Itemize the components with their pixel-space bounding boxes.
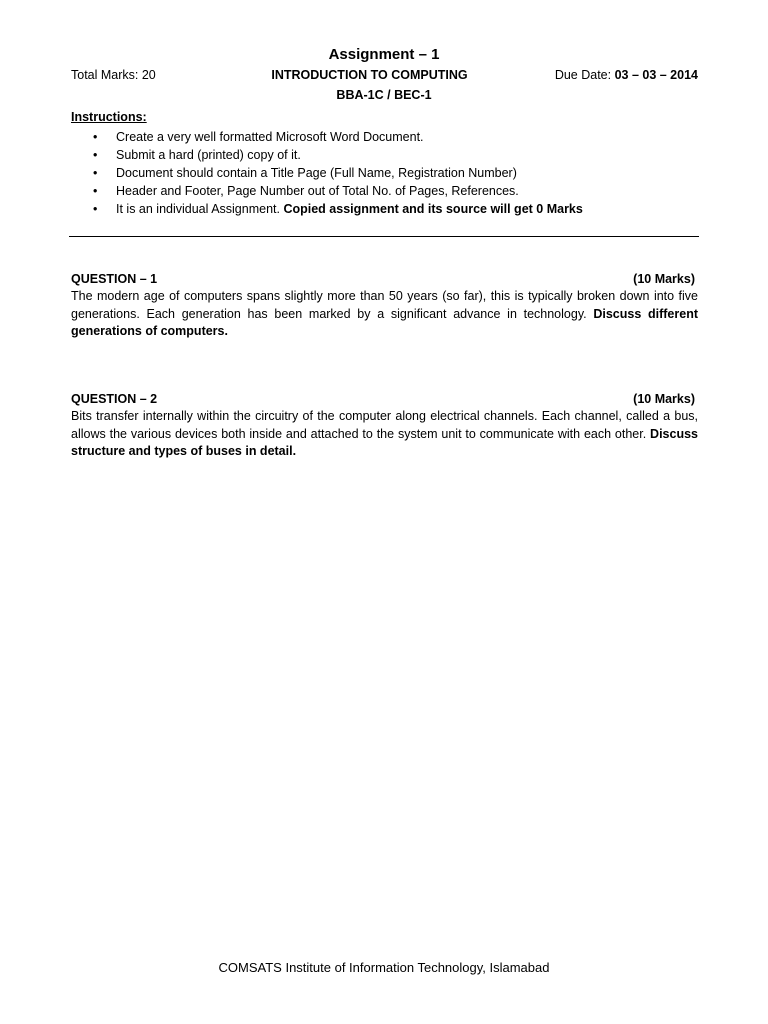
question-task: Discuss different generations of computers. bbox=[71, 306, 699, 338]
instructions-heading: Instructions: bbox=[71, 110, 147, 124]
question-text: The modern age of computers spans slightly more than 50 years (so far), this is typically broken down into five generations. Each generation has been marked by a significant advance in technology. Discuss different generations of computers. bbox=[71, 289, 699, 338]
class-code: BBA-1C / BEC-1 bbox=[336, 88, 432, 102]
instruction-item: • Header and Footer, Page Number out of Total No. of Pages, References. bbox=[93, 184, 519, 198]
due-date-value: 03 – 03 – 2014 bbox=[614, 68, 698, 82]
question-marks: (10 Marks) bbox=[633, 272, 695, 286]
total-marks: Total Marks: 20 bbox=[71, 68, 156, 82]
question-header bbox=[71, 390, 698, 408]
bullet-icon: • bbox=[93, 148, 98, 162]
section-divider bbox=[69, 236, 699, 237]
question-label: QUESTION – 1 bbox=[71, 272, 158, 286]
due-date bbox=[555, 68, 698, 82]
header-row bbox=[71, 68, 698, 86]
question-2 bbox=[71, 390, 698, 461]
bullet-icon: • bbox=[93, 202, 98, 216]
question-header bbox=[71, 270, 698, 288]
question-marks: (10 Marks) bbox=[633, 392, 695, 406]
instruction-warning: Copied assignment and its source will get 0 Marks bbox=[283, 202, 583, 216]
question-task: Discuss structure and types of buses in detail. bbox=[71, 426, 698, 458]
question-label: QUESTION – 2 bbox=[71, 392, 158, 406]
bullet-icon: • bbox=[93, 166, 98, 180]
instruction-item: • Document should contain a Title Page (Full Name, Registration Number) bbox=[93, 166, 517, 180]
question-1 bbox=[71, 270, 698, 341]
bullet-icon: • bbox=[93, 184, 98, 198]
instruction-item: • Submit a hard (printed) copy of it. bbox=[93, 148, 301, 162]
bullet-icon: • bbox=[93, 130, 98, 144]
assignment-title: Assignment – 1 bbox=[328, 46, 440, 63]
page-footer: COMSATS Institute of Information Technology, Islamabad bbox=[218, 960, 550, 975]
instruction-item: • Create a very well formatted Microsoft Word Document. bbox=[93, 130, 424, 144]
question-text: Bits transfer internally within the circuitry of the computer along electrical channels. Each channel, called a bus, allows the various devices both inside and attached to the system unit to communicate with each other. Discuss structure and types of buses in detail. bbox=[71, 409, 698, 458]
instructions-list bbox=[71, 128, 698, 218]
instruction-item: • It is an individual Assignment. Copied assignment and its source will get 0 Marks bbox=[93, 202, 583, 216]
course-name: INTRODUCTION TO COMPUTING bbox=[271, 68, 468, 82]
due-date-label: Due Date: bbox=[554, 68, 615, 82]
